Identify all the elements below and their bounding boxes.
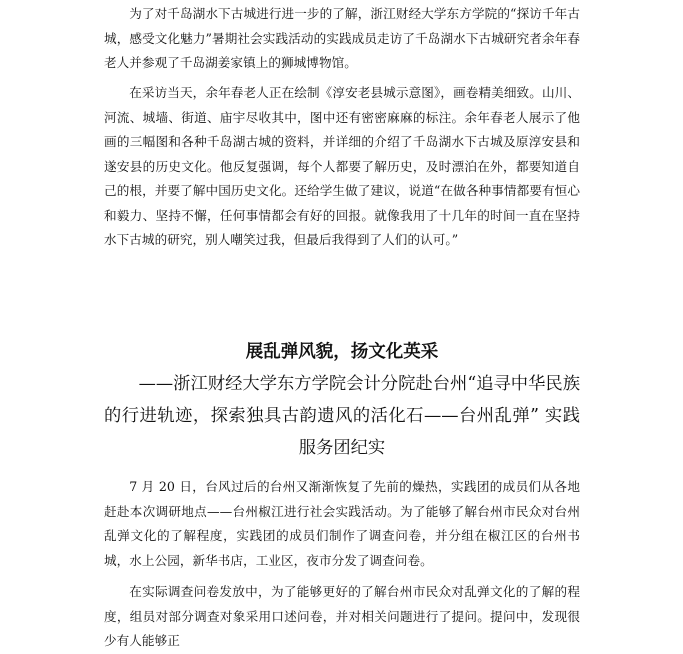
body-paragraph: 在采访当天，余年春老人正在绘制《淳安老县城示意图》，画卷精美细致。山川、河流、城墙、街道、庙宇尽收其中，图中还有密密麻麻的标注。余年春老人展示了他画的三幅图和各种千岛湖古城的资料，并详细的介绍了千岛湖水下古城及原淳安县和遂安县的历史文化。他反复强调，每个人都要了解历史，及时漂泊在外，都要知道自己的根，并要了解中国历史文化。还给学生做了建议，说道“在做各种事情都要有恒心和毅力、坚持不懈，任何事情都会有好的回报。就像我用了十几年的时间一直在坚持水下古城的研究，别人嘲笑过我，但最后我得到了人们的认可。” [104, 85, 580, 247]
body-paragraph: 在实际调查问卷发放中，为了能够更好的了解台州市民众对乱弹文化的了解的程度，组员对部分调查对象采用口述问卷，并对相关问题进行了提问。提问中，发现很少有人能够正 [104, 584, 580, 648]
article-subheading: ——浙江财经大学东方学院会计分院赴台州“追寻中华民族的行进轨迹，探索独具古韵遗风的活化石——台州乱弹” 实践服务团纪实 [104, 374, 580, 458]
body-paragraph: 为了对千岛湖水下古城进行进一步的了解，浙江财经大学东方学院的“探访千年古城，感受文化魅力”暑期社会实践活动的实践成员走访了千岛湖水下古城研究者余年春老人并参观了千岛湖姜家镇上的狮城博物馆。 [104, 6, 580, 70]
body-paragraph: 7 月 20 日，台风过后的台州又渐渐恢复了先前的燥热，实践团的成员们从各地赶赴本次调研地点——台州椒江进行社会实践活动。为了能够了解台州市民众对台州乱弹文化的了解程度，实践团的成员们制作了调查问卷，并分组在椒江区的台州书城，水上公园，新华书店，工业区，夜市分发了调查问卷。 [104, 479, 580, 568]
article-heading: 展乱弹风貌，扬文化英采 [245, 342, 439, 362]
